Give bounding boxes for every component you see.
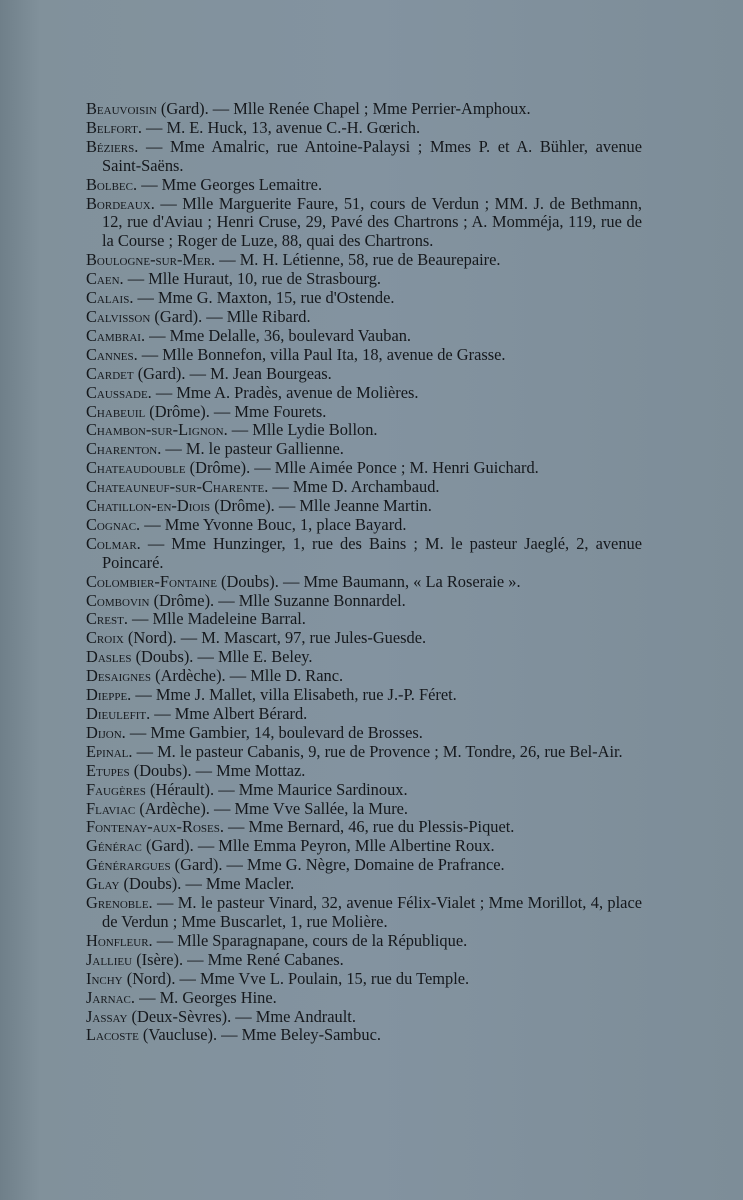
- entry-list: [86, 100, 642, 1045]
- entry-text: — M. le pasteur Vinard, 32, avenue Félix-Vialet ; Mme Morillot, 4, place de Verdun ; Mme Buscarlet, 1, rue Molière.: [102, 893, 642, 931]
- entry-text: — Mme Gambier, 14, boulevard de Brosses.: [125, 722, 423, 742]
- entry-place: Calvisson: [86, 306, 151, 326]
- entry-text: (Drôme). — Mme Fourets.: [145, 401, 327, 421]
- entry-place: Desaignes: [86, 666, 152, 686]
- entry-text: — Mme Delalle, 36, boulevard Vauban.: [145, 325, 412, 345]
- entry-text: — Mme Amalric, rue Antoine-Palaysi ; Mmes P. et A. Bühler, avenue Saint-Saëns.: [102, 136, 642, 175]
- entry-text: (Drôme). — Mlle Suzanne Bonnardel.: [149, 590, 406, 610]
- entry-text: — Mme G. Maxton, 15, rue d'Ostende.: [133, 288, 395, 308]
- entry-place: Caussade.: [86, 382, 152, 402]
- list-item: [86, 535, 642, 573]
- entry-place: Colmar.: [86, 533, 141, 553]
- entry-place: Colombier-Fontaine: [86, 571, 217, 591]
- list-item: [86, 1026, 642, 1045]
- entry-text: (Nord). — M. Mascart, 97, rue Jules-Guesde.: [123, 628, 427, 648]
- list-item: [86, 894, 642, 932]
- entry-text: (Ardèche). — Mme Vve Sallée, la Mure.: [135, 798, 409, 818]
- list-item: [86, 875, 642, 894]
- entry-text: — Mme Hunzinger, 1, rue des Bains ; M. le pasteur Jaeglé, 2, avenue Poincaré.: [102, 533, 642, 572]
- entry-text: — Mlle Lydie Bollon.: [227, 420, 378, 440]
- entry-text: — Mme Yvonne Bouc, 1, place Bayard.: [140, 514, 407, 534]
- entry-place: Boulogne-sur-Mer.: [86, 250, 216, 270]
- entry-text: (Doubs). — Mme Baumann, « La Roseraie ».: [216, 571, 521, 591]
- entry-place: Calais.: [86, 288, 134, 308]
- entry-text: — M. H. Létienne, 58, rue de Beaurepaire.: [215, 250, 501, 270]
- list-item: [86, 384, 642, 403]
- entry-text: (Drôme). — Mlle Jeanne Martin.: [210, 496, 432, 516]
- list-item: [86, 592, 642, 611]
- entry-place: Dieppe.: [86, 685, 132, 705]
- list-item: [86, 951, 642, 970]
- entry-text: (Gard). — M. Jean Bourgeas.: [133, 363, 332, 383]
- entry-text: — Mlle Sparagnapane, cours de la République.: [152, 930, 468, 950]
- list-item: [86, 119, 642, 138]
- entry-place: Chateauneuf-sur-Charente.: [86, 477, 269, 497]
- entry-place: Charenton.: [86, 439, 162, 459]
- entry-place: Chatillon-en-Diois: [86, 496, 211, 516]
- entry-place: Belfort.: [86, 117, 142, 137]
- list-item: [86, 195, 642, 252]
- entry-place: Lacoste: [86, 1025, 139, 1045]
- list-item: [86, 837, 642, 856]
- entry-text: (Gard). — Mlle Renée Chapel ; Mme Perrier-Amphoux.: [156, 99, 531, 118]
- list-item: [86, 800, 642, 819]
- entry-text: — Mme Albert Bérard.: [150, 704, 308, 723]
- entry-place: Dieulefit.: [86, 704, 151, 723]
- list-item: [86, 251, 642, 270]
- entry-place: Croix: [86, 628, 124, 648]
- entry-place: Cannes.: [86, 344, 138, 364]
- entry-text: — Mlle Bonnefon, villa Paul Ita, 18, avenue de Grasse.: [137, 344, 506, 364]
- entry-place: Dijon.: [86, 722, 126, 742]
- entry-text: (Doubs). — Mme Mottaz.: [129, 760, 306, 780]
- entry-place: Chateaudouble: [86, 458, 186, 478]
- entry-text: — M. le pasteur Gallienne.: [161, 439, 344, 459]
- entry-text: — Mme J. Mallet, villa Elisabeth, rue J.-P. Féret.: [131, 685, 457, 705]
- list-item: [86, 932, 642, 951]
- entry-place: Crest.: [86, 609, 128, 629]
- entry-text: (Ardèche). — Mlle D. Ranc.: [151, 666, 344, 686]
- entry-text: (Gard). — Mlle Ribard.: [150, 306, 311, 326]
- entry-text: — Mlle Huraut, 10, rue de Strasbourg.: [123, 269, 381, 289]
- entry-place: Inchy: [86, 968, 123, 988]
- list-item: [86, 421, 642, 440]
- entry-place: Faugères: [86, 779, 146, 799]
- entry-text: (Drôme). — Mlle Aimée Ponce ; M. Henri Guichard.: [185, 458, 539, 478]
- entry-text: — M. le pasteur Cabanis, 9, rue de Provence ; M. Tondre, 26, rue Bel-Air.: [132, 741, 623, 761]
- entry-text: (Gard). — Mlle Emma Peyron, Mlle Albertine Roux.: [141, 836, 495, 856]
- list-item: [86, 743, 642, 762]
- entry-text: (Gard). — Mme G. Nègre, Domaine de Prafrance.: [170, 855, 505, 875]
- entry-place: Honfleur.: [86, 930, 153, 950]
- entry-place: Grenoble.: [86, 893, 153, 913]
- list-item: [86, 497, 642, 516]
- entry-text: — Mme Bernard, 46, rue du Plessis-Piquet.: [223, 817, 515, 837]
- entry-place: Cardet: [86, 363, 134, 383]
- list-item: [86, 667, 642, 686]
- list-item: [86, 138, 642, 176]
- list-item: [86, 516, 642, 535]
- entry-text: (Doubs). — Mlle E. Beley.: [131, 647, 313, 667]
- list-item: [86, 970, 642, 989]
- entry-place: Flaviac: [86, 798, 136, 818]
- entry-place: Béziers.: [86, 136, 139, 156]
- entry-place: Bolbec.: [86, 174, 138, 194]
- list-item: [86, 270, 642, 289]
- entry-place: Fontenay-aux-Roses.: [86, 817, 224, 837]
- list-item: [86, 327, 642, 346]
- entry-text: (Deux-Sèvres). — Mme Andrault.: [127, 1006, 356, 1026]
- list-item: [86, 818, 642, 837]
- entry-place: Jarnac.: [86, 987, 135, 1007]
- entry-text: — Mme Georges Lemaitre.: [137, 174, 323, 194]
- list-item: [86, 989, 642, 1008]
- list-item: [86, 573, 642, 592]
- entry-text: — Mme D. Archambaud.: [268, 477, 440, 497]
- list-item: [86, 762, 642, 781]
- list-item: [86, 289, 642, 308]
- list-item: [86, 403, 642, 422]
- list-item: [86, 440, 642, 459]
- list-item: [86, 1008, 642, 1027]
- entry-place: Epinal.: [86, 741, 133, 761]
- entry-text: — Mlle Madeleine Barral.: [127, 609, 306, 629]
- entry-text: (Hérault). — Mme Maurice Sardinoux.: [145, 779, 408, 799]
- list-item: [86, 478, 642, 497]
- entry-place: Générac: [86, 836, 142, 856]
- list-item: [86, 365, 642, 384]
- entry-text: — Mme A. Pradès, avenue de Molières.: [151, 382, 419, 402]
- entry-text: (Isère). — Mme René Cabanes.: [132, 949, 344, 969]
- list-item: [86, 459, 642, 478]
- list-item: [86, 648, 642, 667]
- list-item: [86, 705, 642, 724]
- list-item: [86, 724, 642, 743]
- entry-place: Cambrai.: [86, 325, 146, 345]
- entry-place: Chabeuil: [86, 401, 146, 421]
- list-item: [86, 686, 642, 705]
- entry-text: — M. E. Huck, 13, avenue C.-H. Gœrich.: [141, 117, 421, 137]
- entry-place: Cognac.: [86, 514, 141, 534]
- list-item: [86, 308, 642, 327]
- entry-place: Beauvoisin: [86, 99, 157, 118]
- entry-place: Bordeaux.: [86, 193, 155, 213]
- entry-text: (Nord). — Mme Vve L. Poulain, 15, rue du Temple.: [122, 968, 470, 988]
- entry-place: Caen.: [86, 269, 124, 289]
- entry-text: (Doubs). — Mme Macler.: [119, 874, 295, 894]
- list-item: [86, 176, 642, 195]
- entry-text: — M. Georges Hine.: [134, 987, 277, 1007]
- list-item: [86, 610, 642, 629]
- entry-place: Etupes: [86, 760, 130, 780]
- entry-place: Chambon-sur-Lignon.: [86, 420, 228, 440]
- list-item: [86, 629, 642, 648]
- entry-place: Jallieu: [86, 949, 133, 969]
- entry-place: Générargues: [86, 855, 171, 875]
- entry-place: Dasles: [86, 647, 132, 667]
- list-item: [86, 346, 642, 365]
- entry-place: Jassay: [86, 1006, 128, 1026]
- list-item: [86, 856, 642, 875]
- entry-place: Glay: [86, 874, 120, 894]
- entry-text: — Mlle Marguerite Faure, 51, cours de Verdun ; MM. J. de Bethmann, 12, rue d'Aviau ; Henri Cruse, 29, Pavé des Chartrons ; A. Momméja, 119, rue de la Course ; Roger de Luze, 88, quai des Chartrons.: [102, 193, 642, 251]
- list-item: [86, 100, 642, 119]
- list-item: [86, 781, 642, 800]
- entry-text: (Vaucluse). — Mme Beley-Sambuc.: [138, 1025, 381, 1045]
- entry-place: Combovin: [86, 590, 150, 610]
